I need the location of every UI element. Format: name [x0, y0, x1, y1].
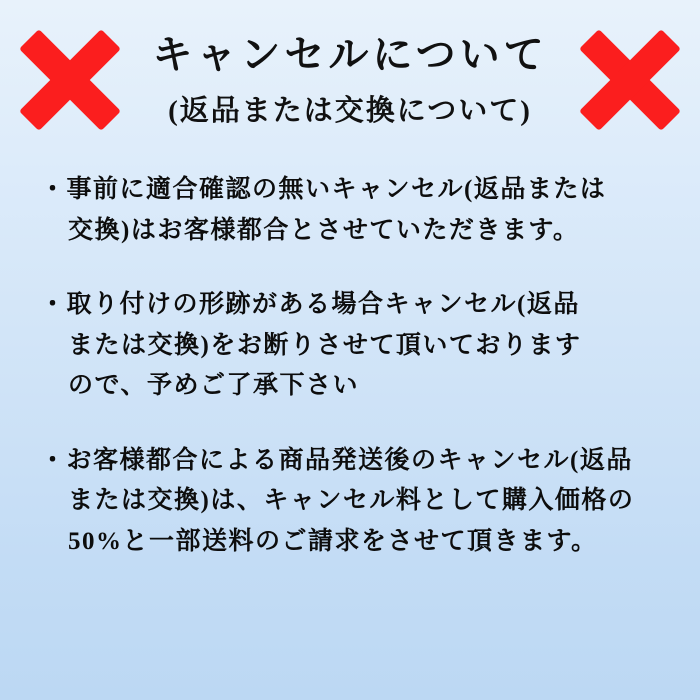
policy-line: ので、予めご了承下さい	[68, 372, 360, 399]
policy-list	[0, 170, 700, 562]
policy-line: ・事前に適合確認の無いキャンセル(返品または	[40, 176, 607, 203]
poster-header	[0, 0, 700, 160]
page-title: キャンセルについて	[152, 32, 548, 77]
policy-line: ・取り付けの形跡がある場合キャンセル(返品	[40, 291, 580, 318]
title-block	[0, 30, 700, 129]
policy-line: または交換)は、キャンセル料として購入価格の	[68, 487, 635, 514]
list-item	[40, 441, 672, 563]
policy-line: 50%と一部送料のご請求をさせて頂きます。	[68, 527, 598, 555]
page-subtitle: (返品または交換について)	[168, 95, 532, 127]
policy-line: 交換)はお客様都合とさせていただきます。	[68, 216, 580, 244]
policy-line: または交換)をお断りさせて頂いております	[68, 331, 582, 359]
list-item	[40, 170, 672, 251]
policy-line: ・お客様都合による商品発送後のキャンセル(返品	[40, 446, 633, 474]
list-item	[40, 285, 672, 407]
